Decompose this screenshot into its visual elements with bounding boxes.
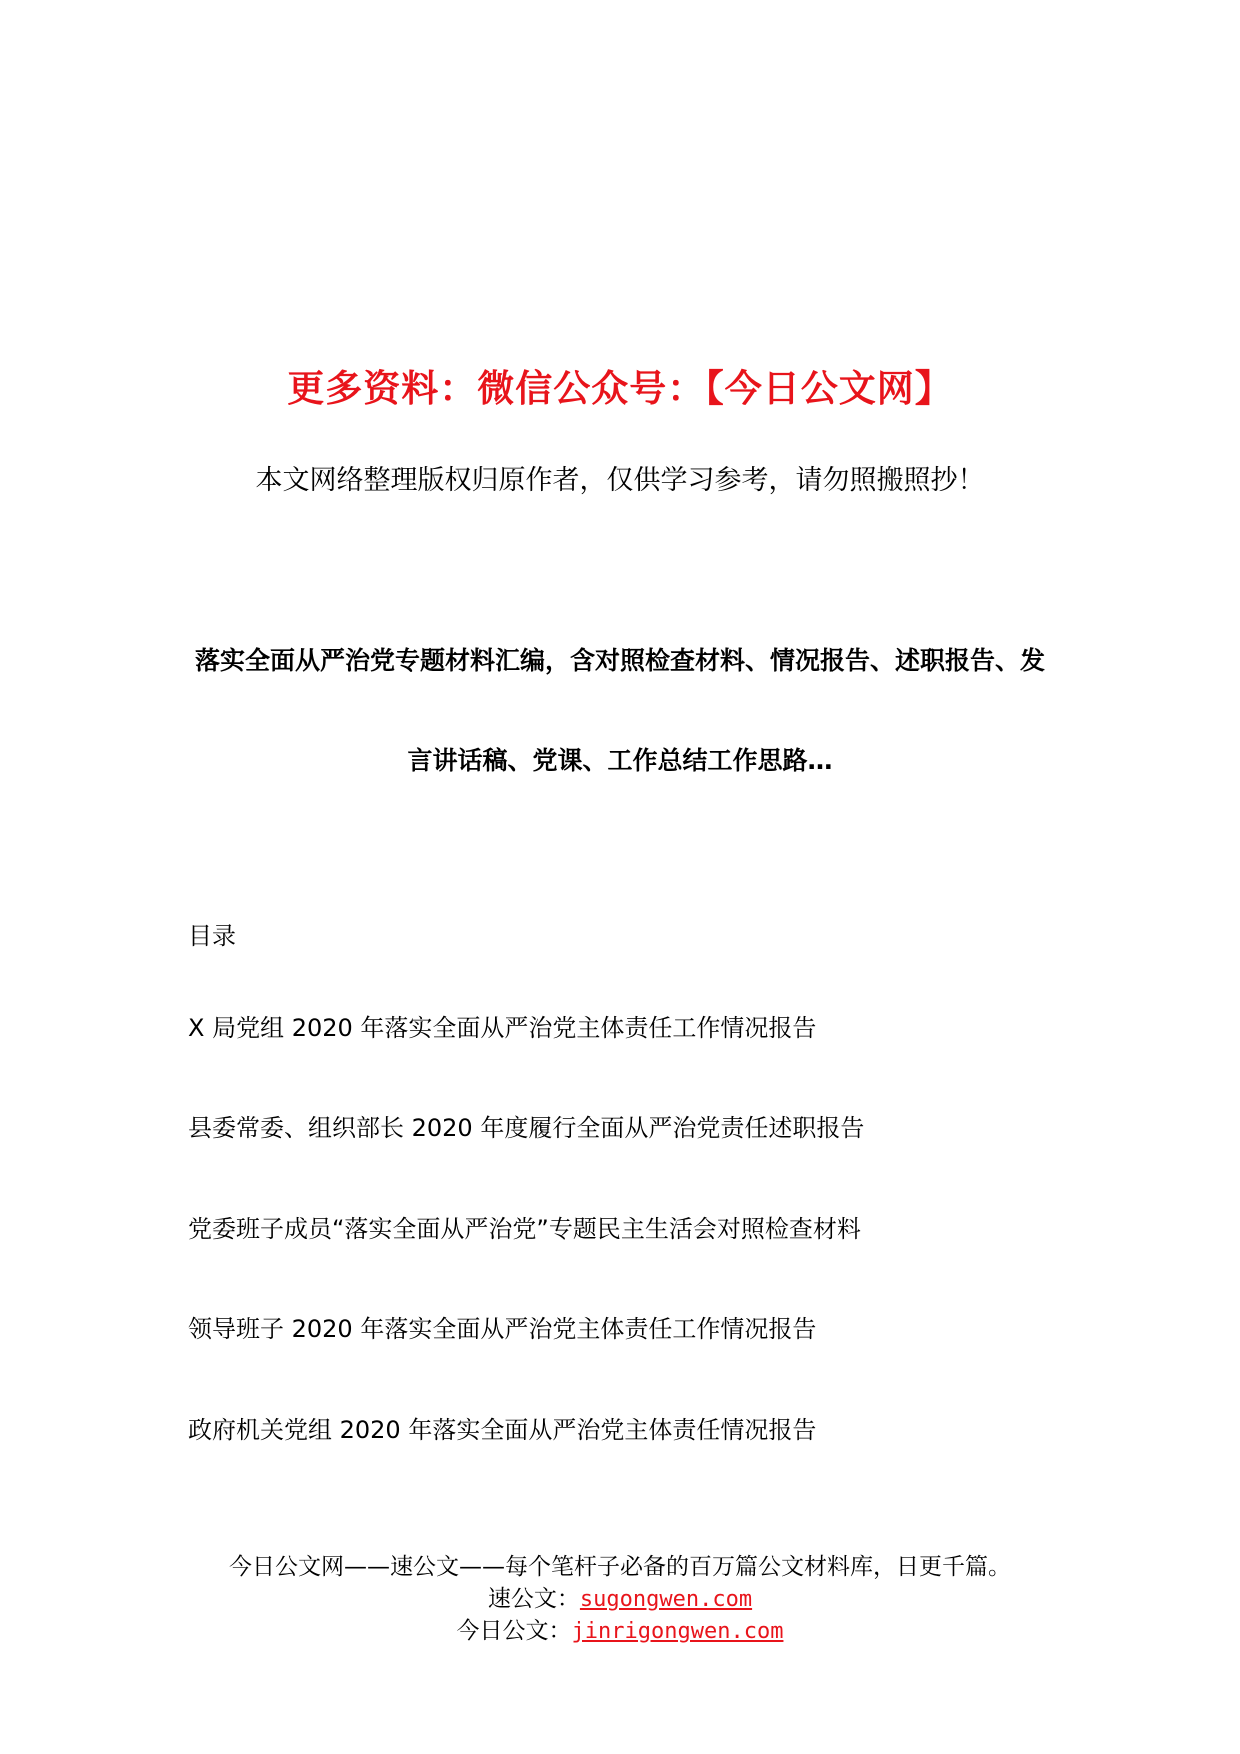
promo-banner: 更多资料：微信公众号：【今日公文网】 xyxy=(287,367,953,410)
toc-item[interactable]: 领导班子 2020 年落实全面从严治党主体责任工作情况报告 xyxy=(188,1315,817,1343)
toc-item[interactable]: 政府机关党组 2020 年落实全面从严治党主体责任情况报告 xyxy=(188,1416,817,1444)
toc-item[interactable]: 党委班子成员“落实全面从严治党”专题民主生活会对照检查材料 xyxy=(188,1215,861,1243)
toc-item[interactable]: 县委常委、组织部长 2020 年度履行全面从严治党责任述职报告 xyxy=(188,1114,865,1142)
copyright-notice: 本文网络整理版权归原作者，仅供学习参考，请勿照搬照抄！ xyxy=(255,465,985,496)
toc-item[interactable]: X 局党组 2020 年落实全面从严治党主体责任工作情况报告 xyxy=(188,1014,817,1042)
footer-tagline: 今日公文网——速公文——每个笔杆子必备的百万篇公文材料库，日更千篇。 xyxy=(229,1554,1011,1580)
toc-heading: 目录 xyxy=(188,922,236,950)
footer-site-1-label: 速公文： xyxy=(487,1586,580,1612)
sugongwen-link[interactable]: sugongwen.com xyxy=(579,1587,753,1612)
jinrigongwen-link[interactable]: jinrigongwen.com xyxy=(571,1619,784,1644)
footer-site-2-label: 今日公文： xyxy=(456,1618,572,1644)
document-title-line-1: 落实全面从严治党专题材料汇编，含对照检查材料、情况报告、述职报告、发 xyxy=(194,646,1045,675)
footer-site-1 xyxy=(0,1580,1240,1613)
document-title-line-2: 言讲话稿、党课、工作总结工作思路… xyxy=(407,746,833,775)
footer-site-2 xyxy=(0,1612,1240,1645)
